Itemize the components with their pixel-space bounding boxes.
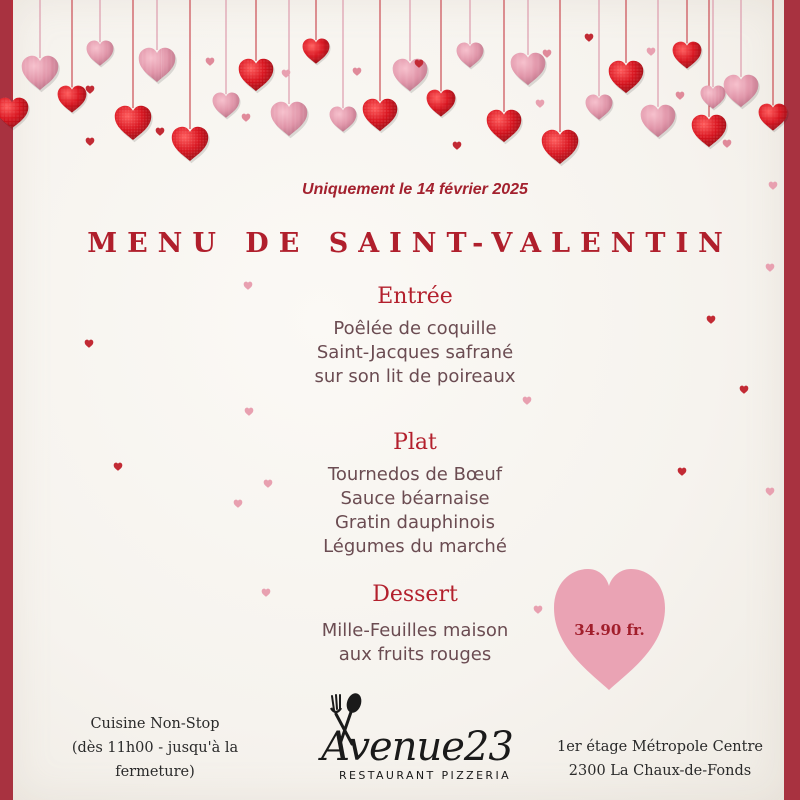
pink-heart-icon <box>330 107 358 134</box>
price-badge <box>552 566 667 691</box>
dish-line: Saint-Jacques safrané <box>316 342 514 363</box>
dish-line: Sauce béarnaise <box>340 488 490 509</box>
opening-hours <box>40 712 270 784</box>
dish-line: Légumes du marché <box>323 536 507 557</box>
red-heart-icon <box>115 106 153 142</box>
red-heart-icon <box>363 99 399 134</box>
hours-line: fermeture) <box>115 764 195 780</box>
red-heart-icon <box>427 90 457 119</box>
pink-heart-icon <box>213 93 241 120</box>
restaurant-logo <box>300 690 530 785</box>
red-heart-icon <box>58 86 88 115</box>
pink-heart-icon <box>271 102 309 138</box>
red-heart-icon <box>692 115 728 150</box>
red-heart-icon <box>0 98 30 131</box>
hanging-hearts-garland <box>0 0 800 200</box>
section-title-entree: Entrée <box>377 284 453 309</box>
dish-line: Mille-Feuilles maison <box>321 620 509 641</box>
pink-heart-icon <box>701 86 727 111</box>
dish-line: sur son lit de poireaux <box>314 366 516 387</box>
section-entree <box>200 284 630 389</box>
section-plat <box>200 430 630 559</box>
section-title-plat: Plat <box>393 430 437 455</box>
dish-line: Gratin dauphinois <box>334 512 496 533</box>
logo-subtitle: RESTAURANT PIZZERIA <box>338 769 512 782</box>
dish-line: Poêlée de coquille <box>333 318 497 339</box>
hours-line: (dès 11h00 - jusqu'à la <box>71 740 239 756</box>
pink-heart-icon <box>457 43 485 70</box>
menu-title: MENU DE SAINT-VALENTIN <box>87 228 733 259</box>
section-title-dessert: Dessert <box>372 582 458 607</box>
red-heart-icon <box>673 42 703 71</box>
hours-line: Cuisine Non-Stop <box>90 716 220 732</box>
red-heart-icon <box>542 130 580 166</box>
red-heart-icon <box>303 39 331 66</box>
pink-heart-icon <box>724 75 760 110</box>
logo-wordmark: Avenue23 <box>321 724 513 770</box>
red-heart-icon <box>609 61 645 96</box>
dish-line: aux fruits rouges <box>338 644 492 665</box>
dish-line: Tournedos de Bœuf <box>327 464 503 485</box>
red-heart-icon <box>239 59 275 94</box>
red-heart-icon <box>172 127 210 163</box>
address-line: 1er étage Métropole Centre <box>557 739 763 755</box>
address-line: 2300 La Chaux-de-Fonds <box>568 763 752 779</box>
pink-heart-icon <box>511 53 547 88</box>
pink-heart-icon <box>22 56 60 92</box>
pink-heart-icon <box>641 105 677 140</box>
pink-heart-icon <box>393 59 429 94</box>
address <box>545 735 775 783</box>
red-heart-icon <box>759 104 789 133</box>
red-heart-icon <box>487 110 523 145</box>
pink-heart-icon <box>87 41 115 68</box>
date-tagline: Uniquement le 14 février 2025 <box>302 181 528 198</box>
pink-heart-icon <box>139 48 177 84</box>
pink-heart-icon <box>586 95 614 122</box>
price-value: 34.90 fr. <box>574 621 645 639</box>
